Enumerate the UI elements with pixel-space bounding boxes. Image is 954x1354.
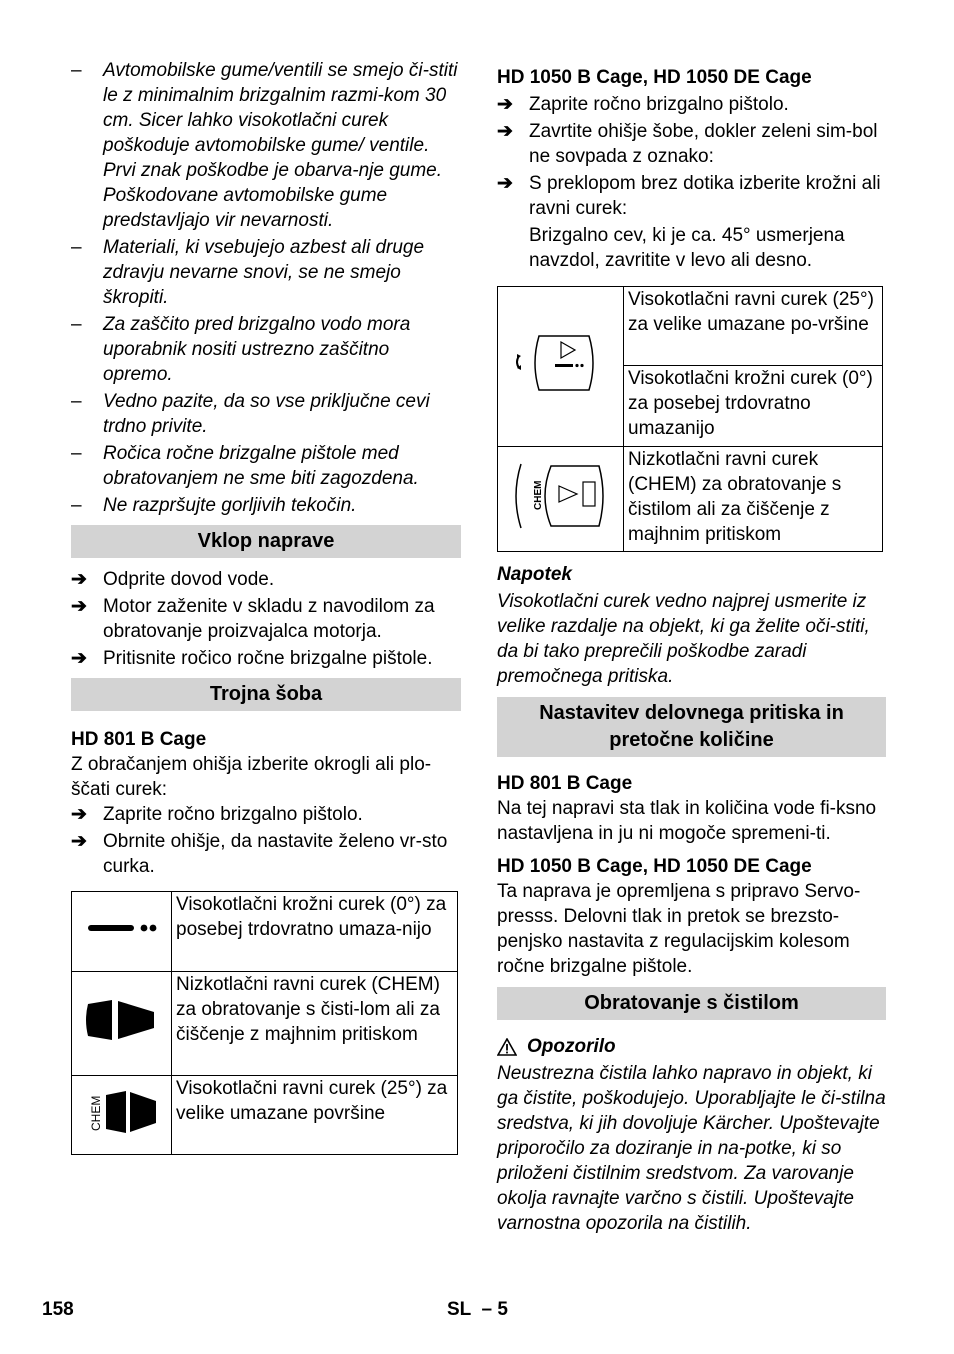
section-heading-trojna: Trojna šoba — [71, 678, 461, 711]
round-jet-icon — [82, 918, 162, 938]
section-heading-vklop: Vklop naprave — [71, 525, 461, 558]
subheading-hd1050: HD 1050 B Cage, HD 1050 DE Cage — [497, 67, 812, 88]
dash-marker: – — [71, 495, 82, 516]
safety-list — [71, 58, 461, 518]
table-cell: Visokotlačni krožni curek (0°) za posebej trdovratno umazanijo — [624, 366, 883, 447]
step-item: ➔ Pritisnite ročico ročne brizgalne pištole. — [71, 648, 433, 669]
safety-item: – Ne razpršujte gorljivih tekočin. — [71, 495, 357, 516]
safety-item: – Materiali, ki vsebujejo azbest ali druge zdravju nevarne snovi, se ne smejo škropiti. — [71, 237, 425, 308]
flat-jet-icon — [84, 998, 160, 1042]
icon-cell — [72, 1076, 172, 1155]
icon-cell — [498, 287, 624, 447]
vklop-steps — [71, 567, 461, 671]
arrow-icon: ➔ — [71, 648, 87, 669]
arrow-icon: ➔ — [71, 596, 87, 617]
arrow-icon: ➔ — [497, 173, 513, 194]
nozzle-chem-icon — [511, 460, 611, 532]
arrow-icon: ➔ — [497, 121, 513, 142]
left-column — [71, 58, 461, 1155]
dash-marker: – — [71, 443, 82, 464]
warning-heading: Opozorilo — [497, 1034, 886, 1059]
hd801-text: Na tej napravi sta tlak in količina vode fi-ksno nastavljena in ju ni mogoče spremeni-ti. — [497, 798, 877, 844]
dash-marker: – — [71, 60, 82, 81]
arrow-icon: ➔ — [71, 569, 87, 590]
arrow-icon: ➔ — [497, 94, 513, 115]
safety-item: – Avtomobilske gume/ventili se smejo či-stiti le z minimalnim brizgalnim razmi-kom 30 cm. Sicer lahko visokotlačni curek poškoduje avtomobilske gume/ ventile. Prvi znak poškodbe je obarva-nje gume. Poškodovane avtomobilske gume predstavljajo vir nevarnosti. — [71, 60, 458, 231]
table-cell: Nizkotlačni ravni curek (CHEM) za obratovanje s čistilom ali za čiščenje z majhnim pritiskom — [624, 447, 883, 552]
dash-marker: – — [71, 314, 82, 335]
warning-triangle-icon — [497, 1038, 517, 1056]
step-item: ➔ Zaprite ročno brizgalno pištolo. — [71, 804, 363, 825]
icon-cell — [72, 972, 172, 1076]
hd1050-text: Ta naprava je opremljena s pripravo Servo-presss. Delovni tlak in pretok se brezsto-penjsko nastavita z regulacijskim kolesom ročne brizgalne pištole. — [497, 881, 861, 977]
chem-label: CHEM — [88, 1095, 103, 1131]
chem-jet-icon — [82, 1087, 162, 1137]
safety-item: – Vedno pazite, da so vse priključne cevi trdno privite. — [71, 391, 430, 437]
arrow-icon: ➔ — [71, 831, 87, 852]
dash-marker: – — [71, 391, 82, 412]
section-marker: SL – 5 — [447, 1299, 508, 1320]
table-cell: Visokotlačni krožni curek (0°) za posebej trdovratno umaza-nijo — [172, 892, 458, 972]
subheading-hd801: HD 801 B Cage — [71, 729, 207, 750]
subheading-hd1050-right: HD 1050 B Cage, HD 1050 DE Cage — [497, 856, 812, 877]
hd1050-steps — [497, 92, 886, 221]
safety-item: – Za zaščito pred brizgalno vodo mora uporabnik nositi ustrezno zaščitno opremo. — [71, 314, 411, 385]
subheading-hd801-right: HD 801 B Cage — [497, 773, 633, 794]
section-heading-cistilo: Obratovanje s čistilom — [497, 987, 886, 1020]
nozzle-table-hd1050 — [497, 286, 883, 552]
step-item: ➔ S preklopom brez dotika izberite krožni ali ravni curek: — [497, 173, 881, 219]
nozzle-table-hd801 — [71, 891, 458, 1155]
safety-item: – Ročica ročne brizgalne pištole med obratovanjem ne sme biti zagozdena. — [71, 443, 419, 489]
nozzle-rotate-icon — [511, 328, 611, 398]
table-cell: Nizkotlačni ravni curek (CHEM) za obratovanje s čisti-lom ali za čiščenje z majhnim pritiskom — [172, 972, 458, 1076]
arrow-icon: ➔ — [71, 804, 87, 825]
dash-marker: – — [71, 237, 82, 258]
chem-label: CHEM — [532, 480, 544, 510]
table-cell: Visokotlačni ravni curek (25°) za velike umazane površine — [172, 1076, 458, 1155]
step-item: ➔ Odprite dovod vode. — [71, 569, 275, 590]
note-text: Visokotlačni curek vedno najprej usmerite iz velike razdalje na objekt, ki ga želite oči-stiti, da bi tako preprečili poškodbe zaradi premočnega pritiska. — [497, 591, 870, 687]
icon-cell — [498, 447, 624, 552]
step-item: ➔ Motor zaženite v skladu z navodilom za obratovanje proizvajalca motorja. — [71, 596, 435, 642]
hd801-intro: Z obračanjem ohišja izberite okrogli ali plo-ščati curek: — [71, 754, 432, 800]
hd1050-note: Brizgalno cev, ki je ca. 45° usmerjena navzdol, zavritite v levo ali desno. — [529, 225, 845, 271]
icon-cell — [72, 892, 172, 972]
note-heading: Napotek — [497, 564, 572, 585]
table-cell: Visokotlačni ravni curek (25°) za velike umazane po-vršine — [624, 287, 883, 366]
right-column — [497, 65, 886, 1236]
hd801-steps — [71, 802, 461, 879]
page-number: 158 — [42, 1299, 74, 1320]
step-item: ➔ Obrnite ohišje, da nastavite želeno vr-sto curka. — [71, 831, 448, 877]
step-item: ➔ Zaprite ročno brizgalno pištolo. — [497, 94, 789, 115]
section-heading-nastavitev: Nastavitev delovnega pritiska in pretočne količine — [497, 697, 886, 757]
warning-text: Neustrezna čistila lahko napravo in objekt, ki ga čistite, poškodujejo. Uporabljajte le či-stilna sredstva, ki jih dovoljuje Kärcher. Upoštevajte priporočilo za doziranje in na-potke, ki so priloženi čistilnim sredstvom. Za varovanje okolja ravnajte varčno s čistili. Upoštevajte varnostna opozorila na čistilih. — [497, 1063, 886, 1234]
step-item: ➔ Zavrtite ohišje šobe, dokler zeleni sim-bol ne sovpada z oznako: — [497, 121, 878, 167]
